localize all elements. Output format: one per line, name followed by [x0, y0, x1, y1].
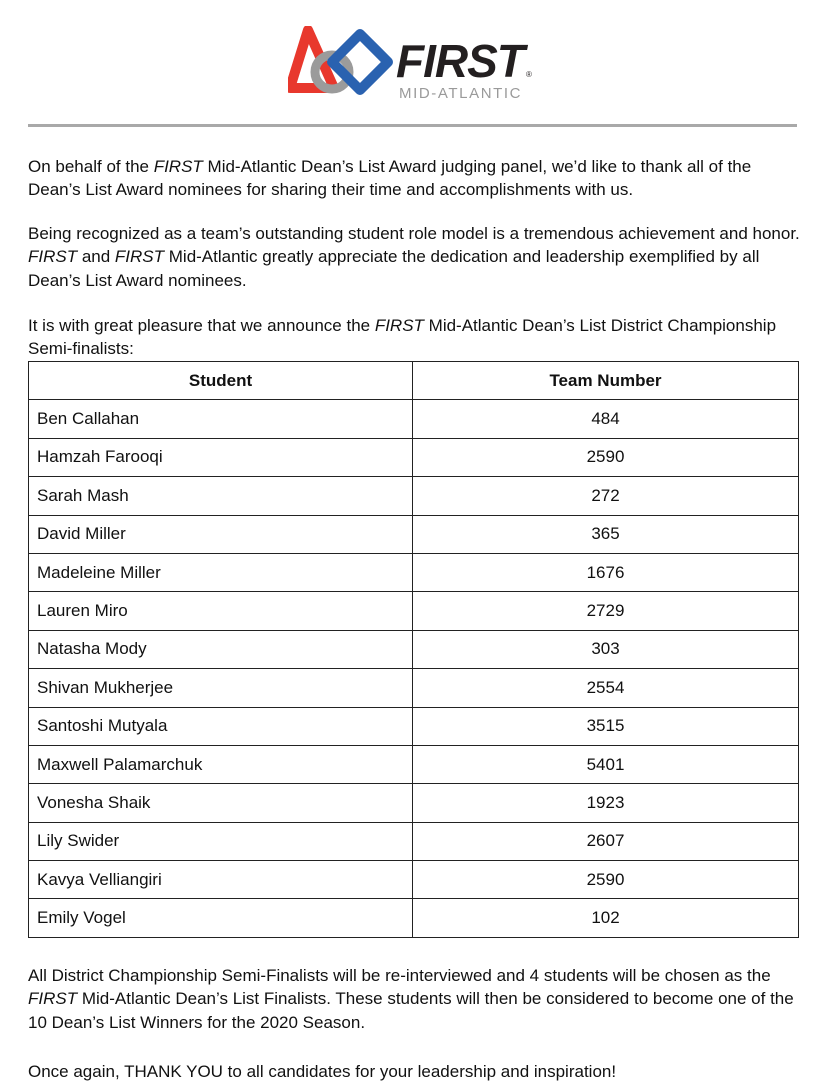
student-name-cell: Shivan Mukherjee	[29, 669, 413, 707]
student-name-cell: Lily Swider	[29, 822, 413, 860]
text-run: It is with great pleasure that we announce the	[28, 316, 375, 335]
table-body	[29, 400, 799, 937]
student-name-cell: Santoshi Mutyala	[29, 707, 413, 745]
text-run: Once again, THANK YOU to all candidates for your leadership and inspiration!	[28, 1062, 617, 1081]
logo-wordmark: FIRST	[396, 35, 524, 87]
closing-paragraph-thank-you	[28, 1060, 800, 1083]
header-divider	[28, 124, 797, 127]
team-number-cell: 102	[413, 899, 799, 937]
italic-text-run: FIRST	[374, 316, 424, 335]
student-name-cell: Hamzah Farooqi	[29, 438, 413, 476]
student-name-cell: Vonesha Shaik	[29, 784, 413, 822]
first-mid-atlantic-logo	[288, 26, 544, 104]
team-number-cell: 2590	[413, 861, 799, 899]
table-row	[29, 707, 799, 745]
table-row	[29, 515, 799, 553]
table-row	[29, 400, 799, 438]
team-number-cell: 484	[413, 400, 799, 438]
semifinalists-table	[28, 361, 799, 938]
text-run: Mid-Atlantic Dean’s List Award judging panel, we’d like to thank all of the Dean’s List Award nominees for sharing their time and accomplishments with us.	[28, 157, 752, 200]
team-number-cell: 365	[413, 515, 799, 553]
table-row	[29, 438, 799, 476]
table-row	[29, 822, 799, 860]
logo-subtitle: MID-ATLANTIC	[399, 85, 523, 102]
first-logo-mark	[288, 26, 398, 104]
italic-text-run: FIRST	[28, 989, 78, 1009]
text-run: All District Championship Semi-Finalists will be re-interviewed and 4 students will be chosen as the	[28, 966, 771, 985]
registered-mark: ®	[526, 70, 532, 79]
student-name-cell: Ben Callahan	[29, 400, 413, 438]
italic-text-run: FIRST	[28, 247, 78, 267]
student-name-cell: Maxwell Palamarchuk	[29, 745, 413, 783]
team-number-cell: 2590	[413, 438, 799, 476]
intro-paragraph-announcement	[28, 314, 800, 361]
team-number-cell: 1676	[413, 553, 799, 591]
team-number-cell: 1923	[413, 784, 799, 822]
text-run: Mid-Atlantic Dean’s List District Championship Semi-finalists:	[28, 316, 777, 359]
italic-text-run: FIRST	[114, 247, 165, 267]
team-number-cell: 303	[413, 630, 799, 668]
table-row	[29, 784, 799, 822]
text-run: and	[77, 247, 115, 267]
student-name-cell: Sarah Mash	[29, 477, 413, 515]
student-name-cell: Madeleine Miller	[29, 553, 413, 591]
team-number-cell: 3515	[413, 707, 799, 745]
student-name-cell: Lauren Miro	[29, 592, 413, 630]
table-row	[29, 669, 799, 707]
table-row	[29, 745, 799, 783]
student-name-cell: Kavya Velliangiri	[29, 861, 413, 899]
italic-text-run: FIRST	[153, 157, 203, 176]
text-run: Mid-Atlantic greatly appreciate the dedication and leadership exemplified by all Dean’s List Award nominees.	[28, 247, 760, 290]
team-number-cell: 272	[413, 477, 799, 515]
text-run: Mid-Atlantic Dean’s List Finalists. These students will then be considered to become one of the 10 Dean’s List Winners for the 2020 Season.	[28, 989, 794, 1032]
student-name-cell: David Miller	[29, 515, 413, 553]
student-name-cell: Emily Vogel	[29, 899, 413, 937]
intro-paragraph-thanks	[28, 155, 800, 202]
table-row	[29, 861, 799, 899]
table-row	[29, 477, 799, 515]
text-run: On behalf of the	[28, 157, 154, 176]
team-number-cell: 2607	[413, 822, 799, 860]
team-number-column-header: Team Number	[413, 362, 799, 400]
team-number-cell: 2729	[413, 592, 799, 630]
table-header-row	[29, 362, 799, 400]
table-row	[29, 899, 799, 937]
team-number-cell: 5401	[413, 745, 799, 783]
student-name-cell: Natasha Mody	[29, 630, 413, 668]
closing-paragraph-next-steps	[28, 964, 800, 1034]
student-column-header: Student	[29, 362, 413, 400]
team-number-cell: 2554	[413, 669, 799, 707]
table-row	[29, 553, 799, 591]
text-run: Being recognized as a team’s outstanding student role model is a tremendous achievement and honor.	[28, 224, 800, 243]
table-row	[29, 630, 799, 668]
intro-paragraph-recognition	[28, 222, 800, 292]
table-row	[29, 592, 799, 630]
